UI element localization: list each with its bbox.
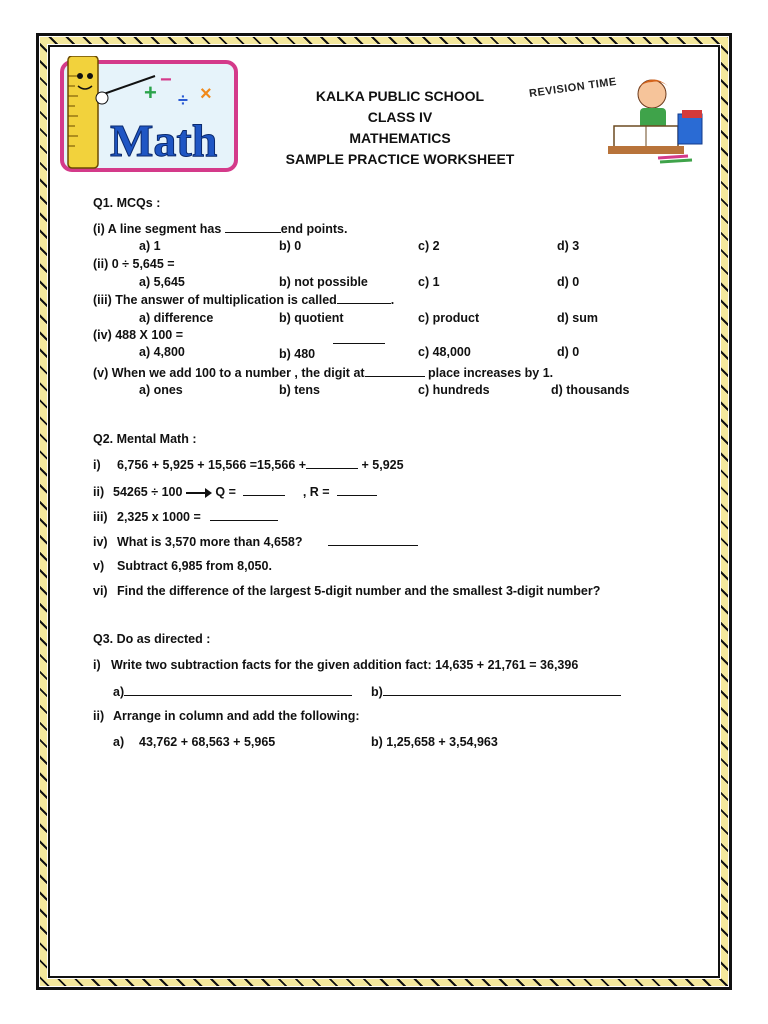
answer-blank: [333, 332, 385, 344]
q2-item-3-text: 2,325 x 1000 =: [117, 510, 201, 524]
answer-blank: [306, 457, 358, 469]
q3-item-1-answer-a: [113, 684, 352, 699]
q2-item-6-text: Find the difference of the largest 5-digit number and the smallest 3-digit number?: [117, 584, 601, 598]
q1-item-1-option-b: b) 0: [279, 239, 302, 253]
arrow-right-icon: [186, 488, 212, 498]
q2-item-2-expression: 54265 ÷ 100: [113, 485, 183, 499]
q3-item-1-answer-b-label: b): [371, 685, 383, 699]
q1-item-5-text-end: place increases by 1.: [424, 366, 554, 380]
math-logo-image: [60, 56, 238, 174]
q3-item-2-number: ii): [93, 709, 105, 723]
q2-item-1-text-end: + 5,925: [358, 458, 404, 472]
svg-text:+: +: [144, 80, 157, 105]
q2-item-4-text: What is 3,570 more than 4,658?: [117, 535, 303, 549]
q2-item-5-text: Subtract 6,985 from 8,050.: [117, 559, 272, 573]
q1-item-3-text-end: .: [390, 293, 395, 307]
math-logo-text: Math: [110, 115, 218, 166]
q1-item-1-option-c: c) 2: [418, 239, 440, 253]
answer-blank: [210, 509, 278, 521]
q2-item-6: [93, 584, 600, 598]
q1-item-1-text-end: end points.: [280, 222, 348, 236]
q2-item-1: [93, 457, 404, 472]
q1-item-5-option-b: b) tens: [279, 383, 320, 397]
q3-heading: Q3. Do as directed :: [93, 632, 211, 646]
subject-label: MATHEMATICS: [349, 130, 451, 146]
q2-heading: Q2. Mental Math :: [93, 432, 197, 446]
answer-blank: [328, 534, 418, 546]
q1-item-1-option-d: d) 3: [557, 239, 580, 253]
q1-item-5: [93, 365, 553, 380]
q1-item-3-option-d: d) sum: [557, 311, 598, 325]
q2-item-4-number: iv): [93, 535, 108, 549]
q1-item-4: (iv) 488 X 100 =: [93, 328, 183, 342]
q1-item-2: (ii) 0 ÷ 5,645 =: [93, 257, 175, 271]
q1-item-2-option-d: d) 0: [557, 275, 580, 289]
q1-item-5-option-c: c) hundreds: [418, 383, 490, 397]
q2-item-1-text: 6,756 + 5,925 + 15,566 =15,566 +: [117, 458, 307, 472]
q1-item-2-option-a: a) 5,645: [139, 275, 185, 289]
q2-item-5: [93, 559, 272, 573]
q1-item-3-option-b: b) quotient: [279, 311, 344, 325]
q2-item-3-number: iii): [93, 510, 108, 524]
q1-item-4-option-c: c) 48,000: [418, 345, 471, 359]
worksheet-title: SAMPLE PRACTICE WORKSHEET: [285, 151, 515, 167]
q3-item-2-part-a: [113, 735, 275, 749]
q2-item-5-number: v): [93, 559, 105, 573]
answer-blank: [337, 484, 377, 496]
q1-item-5-option-a: a) ones: [139, 383, 183, 397]
worksheet-header: [270, 86, 530, 170]
q2-item-4: [93, 534, 418, 549]
q2-item-3: [93, 509, 278, 524]
q1-item-2-option-b: b) not possible: [279, 275, 368, 289]
q2-item-2: [93, 484, 377, 499]
q1-item-1-text: (i) A line segment has: [93, 222, 225, 236]
school-name: KALKA PUBLIC SCHOOL: [315, 88, 485, 104]
q3-item-2: [93, 709, 360, 723]
answer-blank: [243, 484, 285, 496]
svg-text:×: ×: [200, 83, 212, 105]
answer-blank: [124, 684, 352, 696]
q3-item-2-part-b: b) 1,25,658 + 3,54,963: [371, 735, 498, 749]
svg-text:÷: ÷: [178, 90, 188, 110]
q1-item-5-option-d: d) thousands: [551, 383, 630, 397]
q1-item-1-option-a: a) 1: [139, 239, 161, 253]
q1-item-3-text: (iii) The answer of multiplication is called: [93, 293, 337, 307]
q1-item-3: [93, 292, 394, 307]
q3-item-1-answer-a-label: a): [113, 685, 125, 699]
revision-time-text: REVISION TIME: [528, 75, 618, 100]
q3-item-1-text: Write two subtraction facts for the given addition fact: 14,635 + 21,761 = 36,396: [111, 658, 579, 672]
q1-item-1: [93, 221, 347, 236]
q1-heading: Q1. MCQs :: [93, 196, 161, 210]
q2-item-1-number: i): [93, 458, 101, 472]
answer-blank: [383, 684, 621, 696]
q2-item-2-number: ii): [93, 485, 105, 499]
q3-item-2-part-a-label: a): [113, 735, 125, 749]
q3-item-1-number: i): [93, 658, 101, 672]
q2-item-2-remainder-label: , R =: [302, 485, 330, 499]
q1-item-3-option-a: a) difference: [139, 311, 214, 325]
q1-item-5-text: (v) When we add 100 to a number , the digit at: [93, 366, 365, 380]
q3-item-2-text: Arrange in column and add the following:: [113, 709, 360, 723]
q1-item-4-option-a: a) 4,800: [139, 345, 185, 359]
answer-blank: [225, 221, 281, 233]
q1-item-2-option-c: c) 1: [418, 275, 440, 289]
class-label: CLASS IV: [367, 109, 433, 125]
q2-item-6-number: vi): [93, 584, 108, 598]
q1-item-3-option-c: c) product: [418, 311, 480, 325]
q1-item-4-option-b: b) 480: [279, 347, 316, 361]
q3-item-2-part-a-expression: 43,762 + 68,563 + 5,965: [139, 735, 276, 749]
q3-item-1-answer-b: [371, 684, 621, 699]
q3-item-1: [93, 658, 578, 672]
q2-item-2-quotient-label: Q =: [215, 485, 236, 499]
svg-text:−: −: [160, 69, 172, 91]
q1-item-4-option-d: d) 0: [557, 345, 580, 359]
answer-blank: [337, 292, 391, 304]
answer-blank: [365, 365, 425, 377]
